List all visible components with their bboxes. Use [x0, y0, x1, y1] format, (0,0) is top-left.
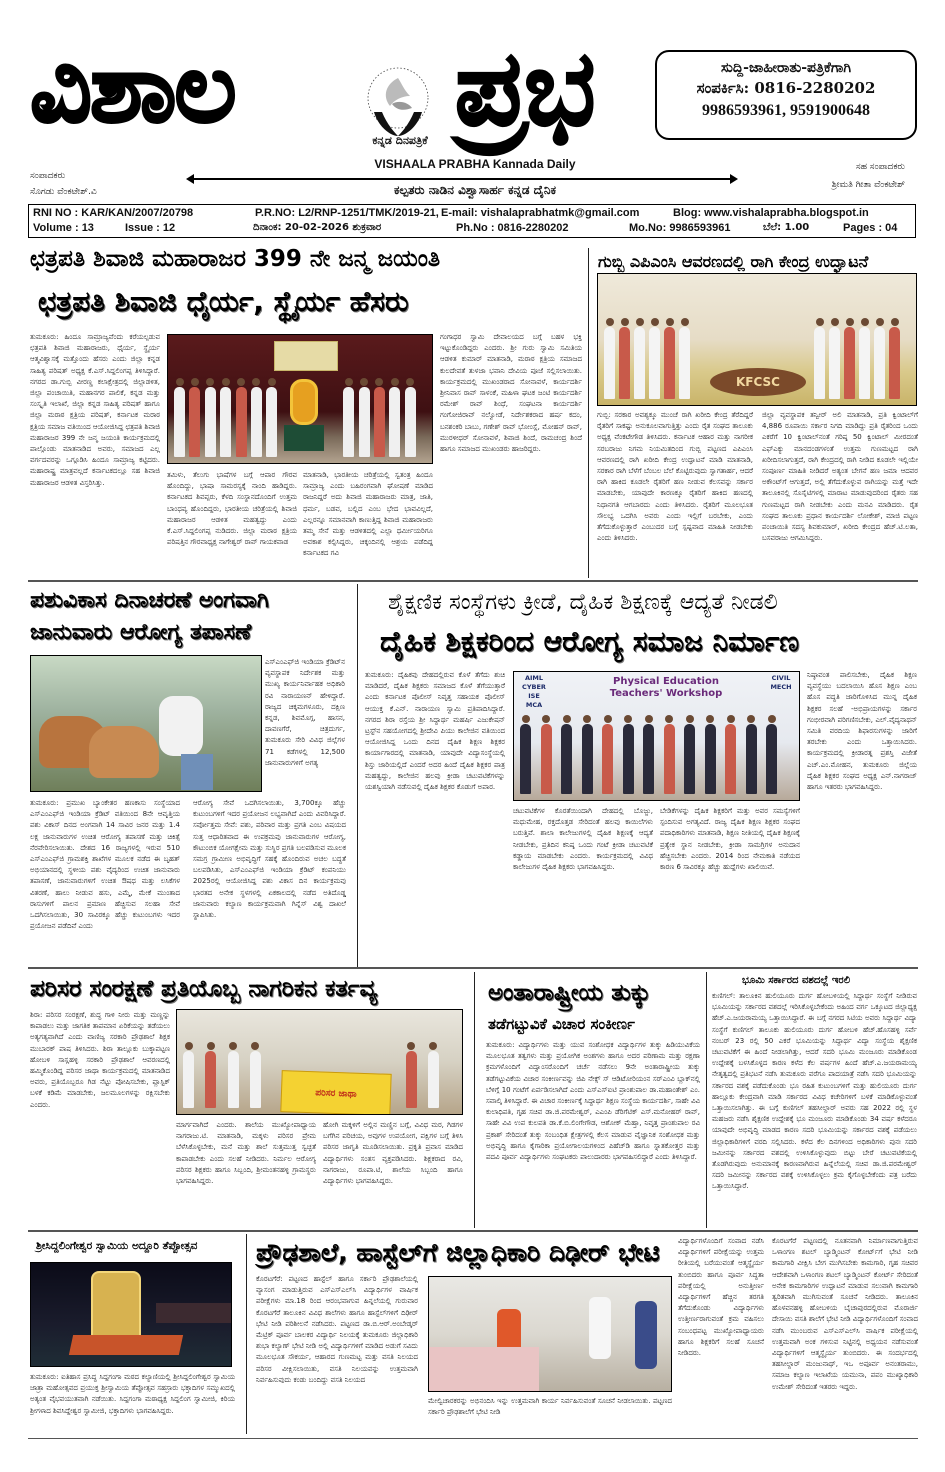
person-head — [185, 1042, 193, 1050]
person-figure — [874, 327, 885, 399]
crowd — [156, 1303, 231, 1323]
person-head — [681, 318, 689, 326]
podium — [284, 425, 324, 451]
editor-label: ಸಂಪಾದಕರು — [30, 171, 66, 181]
person-figure — [220, 387, 231, 457]
person-figure — [174, 387, 185, 457]
person-figure — [705, 724, 716, 794]
event-photo-shivaji — [167, 334, 433, 464]
person-figure — [228, 1051, 239, 1108]
person-head — [727, 715, 735, 723]
person-head — [747, 715, 755, 723]
person-legs — [181, 754, 213, 790]
person-figure — [725, 724, 736, 794]
column-divider — [357, 584, 358, 969]
contact-box — [655, 50, 917, 140]
person-figure — [374, 387, 385, 457]
article-body-col2: ಚಟುವಟಿಕೆಗಳ ಕೊರತೆಯಿಂದಾಗಿ ದೇಹದಲ್ಲಿ ಬೊಜ್ಜು, ಮಧುಮೇಹ, ರಕ್ತದೊತ್ತಡ ಸೇರಿದಂತೆ ಹಲವು ಕಾಯಿಲೆಗಳು ಬರುತ್ತಿವೆ. ಶಾಲಾ ಕಾಲೇಜುಗಳಲ್ಲಿ ದೈಹಿಕ ಶಿಕ್ಷಣಕ್ಕೆ ಆದ್ಯತೆ ನೀಡಬೇಕು, ಪ್ರತಿದಿನ ಕನಿಷ್ಠ ಒಂದು ಗಂಟೆ ಕ್ರೀಡಾ ಚಟುವಟಿಕೆ ಕಡ್ಡಾಯ ಮಾಡಬೇಕು ಎಂದರು. ಕಾರ್ಯಕ್ರಮದಲ್ಲಿ ವಿವಿಧ ಕಾಲೇಜುಗಳ ದೈಹಿಕ ಶಿಕ್ಷಕರು ಭಾಗವಹಿಸಿದ್ದರು. — [513, 807, 653, 872]
co-editor-block — [832, 158, 905, 194]
decorated-float — [91, 1271, 141, 1337]
banner-left-list: AIML CYBER ISE MCA — [522, 674, 546, 709]
article-headline: ಛತ್ರಪತಿ ಶಿವಾಜಿ ಧೈರ್ಯ, ಸ್ಥೈರ್ಯ ಹೆಸರು — [38, 285, 409, 318]
mobile-number: Mo.No: 9986593961 — [629, 222, 731, 234]
article-body-col1: ತುಮಕೂರು: ದೈಹಿಕವು ದೇಹದಲ್ಲಿರುವ ಕೊಳೆ ತೆಗೆದು ಶುಚಿ ಮಾಡಿದರೆ, ದೈಹಿಕ ಶಿಕ್ಷಕರು ಸಮಾಜದ ಕೊಳೆ ತೆಗೆಯುತ್ತಾರೆ ಎಂದು ಕರ್ನಾಟಕ ಪೊಲೀಸ್ ನಿವೃತ್ತ ಸಹಾಯಕ ಪೊಲೀಸ್ ಆಯುಕ್ತ ಕೆ.ಎನ್. ನಾರಾಯಣ ಸ್ವಾಮಿ ಪ್ರತಿಪಾದಿಸಿದ್ದಾರೆ. ನಗರದ ಶಿರಾ ರಸ್ತೆಯ ಶ್ರೀ ಸಿದ್ಧಾರ್ಥ ಮಹರ್ಷಿ ಎಜುಕೇಷನ್ ಟ್ರಸ್ಟ್‌ನ ಸಹಯೋಗದಲ್ಲಿ ಶ್ರೀದೇವಿ ಪಿಯು ಕಾಲೇಜಿನ ವತಿಯಿಂದ ಆಯೋಜಿಸಿದ್ದ ಒಂದು ದಿನದ ದೈಹಿಕ ಶಿಕ್ಷಣ ಶಿಕ್ಷಕರ ಕಾರ್ಯಾಗಾರದಲ್ಲಿ ಮಾತನಾಡಿ, ಯಾವುದೇ ವಿದ್ಯಾಸಂಸ್ಥೆಯಲ್ಲಿ ಶಿಸ್ತು ಜಾರಿಯಲ್ಲಿದೆ ಎಂದರೆ ಅದರ ಹಿಂದೆ ದೈಹಿಕ ಶಿಕ್ಷಕರ ಪಾತ್ರ ಮಹತ್ವದ್ದು, ಕಾಲೇಜಿನ ಹಲವು ಕ್ರೀಡಾ ಚಟುವಟಿಕೆಗಳನ್ನು ಯಶಸ್ವಿಯಾಗಿ ನಡೆಸುವಲ್ಲಿ ದೈಹಿಕ ಶಿಕ್ಷಕರ ಕೊಡುಗೆ ಅಪಾರ. — [365, 671, 505, 792]
event-photo-classroom — [428, 1276, 672, 1392]
person-figure — [679, 327, 690, 399]
dove-in-hands-icon — [358, 60, 438, 144]
person-head — [375, 378, 383, 386]
person-figure — [189, 387, 200, 457]
event-photo-parisara — [176, 1009, 463, 1115]
person-head — [229, 1042, 237, 1050]
person-figure — [389, 387, 400, 457]
editor-block — [30, 168, 97, 200]
article-body-col2: ತಮಿಳು, ತೆಲುಗು ಭಾಷೆಗಳ ಬಗ್ಗೆ ಆಪಾರ ಗೌರವ ಹೊಂದಿದ್ದು, ಭಾಷಾ ಸಾಮರಸ್ಯಕ್ಕೆ ನಾಂದಿ ಹಾಡಿದ್ದರು. ಕರ್ನಾಟಕದ ಶಿವಪ್ಪರು, ಕೆಳದಿ ಸಂಸ್ಥಾನದೊಂದಿಗೆ ಉತ್ತಮ ಬಾಂಧವ್ಯ ಹೊಂದಿದ್ದರು, ಭಾರತೀಯ ಚರಿತ್ರೆಯಲ್ಲಿ ಶಿವಾಜಿ ಮಹಾರಾಜರ ಆಡಳಿತ ಮಹತ್ವದ್ದು ಎಂದು ಕೆ.ಎಸ್.ಸಿದ್ದಲಿಂಗಪ್ಪ ನುಡಿದರು. ಜಿಲ್ಲಾ ಮರಾಠ ಕ್ಷತ್ರಿಯ ಪರಿಷತ್ತಿನ ಗೌರವಾಧ್ಯಕ್ಷ ನಾಗೇಶ್ವರ್ ರಾವ್ ಗಾಯಕವಾಡ — [167, 471, 297, 547]
co-editor-name: ಶ್ರೀಮತಿ ಗೀತಾ ವೆಂಕಟೇಶ್ — [831, 180, 905, 190]
person-head — [407, 1042, 415, 1050]
person — [635, 1301, 657, 1369]
person-figure — [520, 724, 531, 794]
person-head — [606, 318, 614, 326]
person-head — [621, 318, 629, 326]
person-head — [831, 318, 839, 326]
students — [429, 1347, 539, 1392]
person-head — [176, 378, 184, 386]
contact-phones: 9986593961, 9591900648 — [702, 102, 870, 119]
rni-number: RNI NO : KAR/KAN/2007/20798 — [33, 207, 194, 219]
issue-date: ದಿನಾಂಕ: 20-02-2026 ಶುಕ್ರವಾರ — [253, 222, 382, 233]
issue: Issue : 12 — [125, 222, 176, 234]
section-divider — [28, 967, 918, 969]
shivaji-portrait — [290, 379, 318, 425]
article-body-col2: ವಿದ್ಯಾರ್ಥಿಗಳೊಂದಿಗೆ ಸಂವಾದ ನಡೆಸಿ ವಿದ್ಯಾರ್ಥಿಗಳಿಗೆ ಪರೀಕ್ಷೆಯನ್ನು ಉತ್ತಮ ರೀತಿಯಲ್ಲಿ ಬರೆಯುವಂತೆ ಆತ್ಮಸ್ಥೈರ್ಯ ತುಂಬಿದರು ಹಾಗೂ ಪೂರ್ವ ಸಿದ್ಧತಾ ಪರೀಕ್ಷೆಯಲ್ಲಿ ಅನುತ್ತೀರ್ಣ ವಿದ್ಯಾರ್ಥಿಗಳಿಗೆ ಹೆಚ್ಚಿನ ತರಗತಿ ತೆಗೆದುಕೊಂಡು ವಿದ್ಯಾರ್ಥಿಗಳು ಉತ್ತೀರ್ಣರಾಗುವಂತೆ ಕ್ರಮ ವಹಿಸಲು ಸಂಬಂಧಪಟ್ಟ ಮುಖ್ಯೋಪಾಧ್ಯಾಯರು ಹಾಗೂ ಶಿಕ್ಷಕರಿಗೆ ಸಲಹೆ ಸೂಚನೆ ನೀಡಿದರು. — [678, 1237, 764, 1358]
article-headline-line2: ತಡೆಗಟ್ಟುವಿಕೆ ವಿಚಾರ ಸಂಕೀರ್ಣ — [488, 1015, 635, 1033]
article-headline: ಪರಿಸರ ಸಂರಕ್ಷಣೆ ಪ್ರತಿಯೊಬ್ಬ ನಾಗರಿಕನ ಕರ್ತವ್ಯ — [30, 976, 378, 1002]
article-body-col3: ಕೊರಟಗೆರೆ ಪಟ್ಟಣದಲ್ಲಿ ನೂತನವಾಗಿ ನಿರ್ಮಾಣವಾಗುತ್ತಿರುವ ಒಳಾಂಗಣ ಶಟಲ್ ಬ್ಯಾಡ್ಮಿಂಟನ್ ಕೋರ್ಟ್‌ಗೆ ಭೇಟಿ ನೀಡಿ ಕಾಮಗಾರಿ ವೀಕ್ಷಿಸಿ ಬೇಗ ಮುಗಿಸಬೇಕು ಕಾಮಗಾರಿ, ಗೃಹ ಸಚಿವರ ಆದೇಶವಾಗಿ ಒಳಾಂಗಣ ಶಟಲ್ ಬ್ಯಾಡ್ಮಿಂಟನ್ ಕೋರ್ಟ್ ಸೇರಿದಂತೆ ಅನೇಕ ಕಾಮಗಾರಿಗಳ ಉದ್ಘಾಟನೆ ಮಾಡುವ ಸಲುವಾಗಿ ಕಾಮಗಾರಿ ತ್ವರಿತವಾಗಿ ಮುಗಿಸುವಂತೆ ಸೂಚನೆ ನೀಡಿದರು. ತಾಲೂಕಿನ ಹೊಳವನಹಳ್ಳಿ ಹೋಬಳಿಯ ಬೈಚಾಪುರದಲ್ಲಿರುವ ಮೊರಾರ್ಜಿ ದೇಸಾಯಿ ವಸತಿ ಶಾಲೆಗೆ ಭೇಟಿ ನೀಡಿ ವಿದ್ಯಾರ್ಥಿಗಳೊಂದಿಗೆ ಸಂವಾದ ನಡೆಸಿ ಮುಂಬರುವ ಎಸ್‌ಎಸ್‌ಎಲ್‌ಸಿ ವಾರ್ಷಿಕ ಪರೀಕ್ಷೆಯಲ್ಲಿ ಉತ್ತಮವಾಗಿ ಅಂಕ ಗಳಿಸುವ ನಿಟ್ಟಿನಲ್ಲಿ ಅಧ್ಯಯನ ನಡೆಸುವಂತೆ ವಿದ್ಯಾರ್ಥಿಗಳಿಗೆ ಆತ್ಮಸ್ಥೈರ್ಯ ತುಂಬಿದರು. ಈ ಸಂದರ್ಭದಲ್ಲಿ ತಹಸೀಲ್ದಾರ್ ಮಂಜುನಾಥ್, ಇಒ ಅಪೂರ್ವ ಅನಂತರಾಮು, ಸಮಾಜ ಕಲ್ಯಾಣ ಇಲಾಖೆಯ ಯಮುನಾ, ಪಪಂ ಮುಖ್ಯಾಧಿಕಾರಿ ಉಮೇಶ್ ಸೇರಿದಂತೆ ಇತರರು ಇದ್ದರು. — [772, 1237, 918, 1391]
article-headline: ಶ್ರೀಸಿದ್ದಲಿಂಗೇಶ್ವರ ಸ್ವಾಮಿಯ ಅದ್ದೂರಿ ತೆಪ್ಪೋತ್ಸವ — [36, 1240, 198, 1252]
tagline: ಕಲ್ಪತರು ನಾಡಿನ ವಿಶ್ವಾಸಾರ್ಹ ಕನ್ನಡ ದೈನಿಕ — [394, 183, 556, 197]
person-head — [429, 1042, 437, 1050]
person-figure — [859, 327, 870, 399]
section-divider — [28, 1230, 918, 1232]
person-figure — [664, 327, 675, 399]
person-head — [191, 378, 199, 386]
article-body: ಕುಣಿಗಲ್: ತಾಲೂಕಿನ ಹುಲಿಯೂರು ದುರ್ಗ ಹೋಬಳಿಯಲ್ಲಿ ಸಿದ್ದಾರ್ಥ ಸಂಸ್ಥೆಗೆ ನೀಡಿರುವ ಭೂಮಿಯನ್ನು ಸರ್ಕಾರದ ವಶದಲ್ಲೆ ಇರಿಸಿಕೊಳ್ಳಬೇಕೆಂದು ಅಹಿಂದ ವರ್ಗ ಒಕ್ಕೂಟದ ಜಿಲ್ಲಾಧ್ಯಕ್ಷ ಹೆಚ್.ಎ.ಜಯರಾಮಯ್ಯ ಒತ್ತಾಯಿಸಿದ್ದಾರೆ. ಈ ಬಗ್ಗೆ ನಗರದ ಸಿಟಿಯ ಅವರು ಸಿದ್ದಾರ್ಥ ವಿದ್ಯಾ ಸಂಸ್ಥೆಗೆ ಕುಣಿಗಲ್ ತಾಲೂಕು ಹುಲಿಯೂರು ದುರ್ಗ ಹೋಬಳಿ ಹೆಚ್.ಹೊಸಹಳ್ಳಿ ಸರ್ವೆ ನಂಬರ್ 23 ರಲ್ಲಿ 50 ಎಕರೆ ಭೂಮಿಯನ್ನು ಸಿದ್ದಾರ್ಥ ವಿದ್ಯಾ ಸಂಸ್ಥೆಯ ಶೈಕ್ಷಣಿಕ ಚಟುವಟಿಕೆಗೆ ಈ ಹಿಂದೆ ನೀಡಲಾಗಿತ್ತು, ಆದರೆ ಸದರಿ ಭೂಮಿ ಮಂಜೂರು ಮಾಡಿಕೊಂಡ ಉದ್ದೇಶಕ್ಕೆ ಬಳಸಿಕೊಳ್ಳದ ಕಾರಣ ಕಳೆದ ಕೆಲ ವರ್ಷಗಳ ಹಿಂದೆ ಹೆಚ್.ಎ.ಜಯರಾಮಯ್ಯ ನೇತೃತ್ವದಲ್ಲಿ ಪ್ರತಿಭಟನೆ ನಡೆಸಿ ತುಮಕೂರು ವರೆಗೂ ಪಾದಯಾತ್ರೆ ನಡೆಸಿ ಸದರಿ ಭೂಮಿಯನ್ನು ಸರ್ಕಾರದ ವಶಕ್ಕೆ ಪಡೆದುಕೊಂಡು ಭೂ ರಹಿತ ಕುಟುಂಬಗಳಿಗೆ ಮತ್ತು ಹುಲಿಯೂರು ದುರ್ಗ ಹಾಲ್ಲೂಕು ಕೇಂದ್ರವಾಗಿ ಮಾಡಿ ಸರ್ಕಾರದ ವಿವಿಧ ಕಚೇರಿಗಳಿಗೆ ಬಳಕೆ ಮಾಡಿಕೊಳ್ಳುವಂತೆ ಒತ್ತಾಯಿಸಲಾಗಿತ್ತು. ಈ ಬಗ್ಗೆ ಕುಣಿಗಲ್ ತಹಸೀಲ್ದಾರ್ ಅವರು ಸಹ 2022 ರಲ್ಲಿ ಸ್ಥಳ ಮಹಜರು ನಡೆಸಿ ಶೈಕ್ಷಣಿಕ ಉದ್ದೇಶಕ್ಕೆ ಭೂ ಮಂಜೂರು ಮಾಡಿಕೊಂಡು 34 ವರ್ಷ ಕಳೆದರೂ ಯಾವುದೇ ಅಭಿವೃದ್ಧಿ ಮಾಡದ ಕಾರಣ ಸದರಿ ಭೂಮಿಯನ್ನು ಸರ್ಕಾರದ ವಶಕ್ಕೆ ಪಡೆಯಲು ಜಿಲ್ಲಾಧಿಕಾರಿಗಳಿಗೆ ವರದಿ ಸಲ್ಲಿಸಿದರು. ಕಳೆದ ಕೆಲ ದಿನಗಳಿಂದ ಅಧಿಕಾರಿಗಳು ಪುನಃ ಸದರಿ ಜಮೀನನ್ನು ಸರ್ಕಾರದ ವಶದಲ್ಲಿ ಉಳಿಸಿಕೊಳ್ಳುವುದು ಬಿಟ್ಟು ಬೇರೆ ಚಟುವಟಿಕೆಯಲ್ಲಿ ತೊಡಗಿರುವುದು ಅನುಮಾನಕ್ಕೆ ಕಾರಣವಾಗಿರುವ ಹಿನ್ನೆಲೆಯಲ್ಲಿ ಸಚಿವ ಡಾ.ಜಿ.ಪರಮೇಶ್ವರ್ ಸದರಿ ಜಮೀನನ್ನು ಸರ್ಕಾರದ ವಶಕ್ಕೆ ಉಳಿಸಿಕೊಳ್ಳಲು ಕ್ರಮ ಕೈಗೊಳ್ಳಬೇಕೆಂದು ಪತ್ರ ಬರೆದು ಒತ್ತಾಯಿಸಿದ್ದಾರೆ. — [712, 992, 917, 1191]
person-figure — [623, 724, 634, 794]
person-head — [345, 378, 353, 386]
person — [589, 1297, 611, 1359]
person-figure — [359, 387, 370, 457]
article-headline: ಭೂಮಿ ಸರ್ಕಾರದ ವಶದಲ್ಲೆ ಇರಲಿ — [742, 975, 851, 986]
page-bottom-rule — [28, 1438, 918, 1439]
person-figure — [684, 724, 695, 794]
person-head — [542, 715, 550, 723]
article-body-col2: ಆರೋಗ್ಯ ಸೇವೆ ಒದಗಿಸಲಾಯಿತು, 3,700ಕ್ಕೂ ಹೆಚ್ಚು ಕುಟುಂಬಗಳಿಗೆ ಇದರ ಪ್ರಯೋಜನ ಲಭ್ಯವಾಗಿದೆ ಎಂದು ವಿವರಿಸಿದ್ದಾರೆ. ಸರ್ವೋತ್ತಮ ಸೇವೆ: ಪಶು, ಪರಿವಾರ ಮತ್ತು ಪ್ರಗತಿ ಎಂಬ ವಿಷಯದ ಸುತ್ತ ಆಧಾರಿತವಾದ ಈ ಉಪಕ್ರಮವು ಜಾನುವಾರುಗಳ ಆರೋಗ್ಯ, ಕೌಟುಂಬಿಕ ಯೋಗಕ್ಷೇಮ ಮತ್ತು ಸುಸ್ಥಿರ ಪ್ರಗತಿ ಬಲಪಡಿಸುವ ಮೂಲಕ ಸಮಗ್ರ ಗ್ರಾಮೀಣ ಅಭಿವೃದ್ಧಿಗೆ ಸಹಕ್ಕೆ ಹೊಂದಿರುವ ಅಚಲ ಬದ್ಧತೆ ಬಲಪಡಿಸಿತು, ಎಸ್‌ಎಂಎಫ್‌ಜಿ ಇಂಡಿಯಾ ಕ್ರೆಡಿಟ್ ಕಂಪನಿಯು 2025ರಲ್ಲಿ ಆಯೋಜಿಸಿದ್ದ ಪಶು ವಿಕಾಸ ದಿನ ಕಾರ್ಯಕ್ರಮವು ಭಾರತದ ಅನೇಕ ಸ್ಥಳಗಳಲ್ಲಿ ಏಕಕಾಲದಲ್ಲಿ ನಡೆದ ಅತಿದೊಡ್ಡ ಜಾನುವಾರು ಕಲ್ಯಾಣ ಕಾರ್ಯಕ್ರಮವಾಗಿ ಗಿನ್ನೆಸ್ ವಿಶ್ವ ದಾಖಲೆ ಸ್ಥಾಪಿಸಿತು. — [193, 799, 346, 920]
price: ಬೆಲೆ: 1.00 — [763, 222, 810, 233]
article-body-side: ಎಸ್‌ಎಂಎಫ್‌ಜಿ ಇಂಡಿಯಾ ಕ್ರೆಡಿಟ್‌ನ ವ್ಯವಸ್ಥಾಪಕ ನಿರ್ದೇಶಕ ಮತ್ತು ಮುಖ್ಯ ಕಾರ್ಯನಿರ್ವಾಹಕ ಅಧಿಕಾರಿ ರವಿ ನಾರಾಯಣನ್ ಹೇಳಿದ್ದಾರೆ. ರಾಜ್ಯದ ಚಿಕ್ಕಮಗಳೂರು, ದಕ್ಷಿಣ ಕನ್ನಡ, ಶಿವಮೊಗ್ಗ, ಹಾಸನ, ದಾವಣಗೆರೆ, ಚಿತ್ರದುರ್ಗ, ತುಮಕೂರು ಸೇರಿ ವಿವಿಧ ಜಿಲ್ಲೆಗಳ 71 ಕಡೆಗಳಲ್ಲಿ 12,500 ಜಾನುವಾರುಗಳಿಗೆ ಅಗತ್ಯ — [265, 658, 345, 767]
person-head — [846, 318, 854, 326]
column-divider — [246, 1234, 247, 1434]
raft — [69, 1335, 183, 1355]
page-count: Pages : 04 — [843, 222, 898, 234]
person-figure — [266, 387, 277, 457]
article-headline: ದೈಹಿಕ ಶಿಕ್ಷಕರಿಂದ ಆರೋಗ್ಯ ಸಮಾಜ ನಿರ್ಮಾಣ — [380, 625, 800, 658]
person-head — [252, 378, 260, 386]
person-head — [768, 715, 776, 723]
publication-info-bar — [28, 204, 916, 238]
person-figure — [746, 724, 757, 794]
person-head — [645, 715, 653, 723]
phone-number: Ph.No : 0816-2280202 — [456, 222, 569, 234]
logo-subtitle: ಕನ್ನಡ ದಿನಪತ್ರಿಕೆ — [372, 134, 428, 147]
person-head — [222, 378, 230, 386]
article-body-col4: ನಿಷ್ಠಾವಂತ ಪಾಲಿಸಬೇಕು, ದೈಹಿಕ ಶಿಕ್ಷಣ ವ್ಯವಸ್ಥೆಯು ಬದಲಾಯಿಸಿ ಹೊಸ ಶಿಕ್ಷಣ ಎಂಬ ಹೊಸ ಪದ್ಧತಿ ಜಾರಿಗೊಳಿಸಿದ ಮುನ್ನ ದೈಹಿಕ ಶಿಕ್ಷಕರ ಸಲಹೆ -ಅಭಿಪ್ರಾಯಗಳನ್ನು ಸರ್ಕಾರ ಗಂಭೀರವಾಗಿ ಪರಿಗಣಿಸಬೇಕು, ಎಲ್.ವೈದ್ಯನಾಥನ್ ಸಮಿತಿ ವರದಿಯ ಶಿಫಾರಸುಗಳನ್ನು ಜಾರಿಗೆ ತರಬೇಕು ಎಂದು ಒತ್ತಾಯಿಸಿದರು. ಕಾರ್ಯಕ್ರಮದಲ್ಲಿ ಕ್ರೀಡಾರತ್ನ ಪ್ರಶಸ್ತಿ ವಿಜೇತೆ ಎಚ್.ಎಂ.ಮೋಹನ, ತುಮಕೂರು ಜಿಲ್ಲೆಯ ದೈಹಿಕ ಶಿಕ್ಷಕರ ಸಂಘದ ಅಧ್ಯಕ್ಷ ಎನ್.ನಾಗರಾಜ್ ಹಾಗೂ ಇತರರು ಭಾಗವಹಿಸಿದ್ದರು. — [807, 671, 917, 792]
person-figure — [643, 724, 654, 794]
person-figure — [814, 327, 825, 399]
pr-number: P.R.NO: L2/RNP-1251/TMK/2019-21, — [255, 207, 439, 219]
person-figure — [236, 387, 247, 457]
photo-caption-text: ಮೇಲ್ವಿಚಾರಕರನ್ನು ಅಭಿನಂದಿಸಿ ಇನ್ನು ಉತ್ತಮವಾಗಿ ಕಾರ್ಯ ನಿರ್ವಹಿಸುವಂತೆ ಸೂಚನೆ ನೀಡಲಾಯಿತು. ಪಟ್ಟಣದ ಸರ್ಕಾರಿ ಪ್ರೌಢಶಾಲೆಗೆ ಭೇಟಿ ನೀಡಿ — [428, 1397, 672, 1417]
double-arrow-divider — [192, 178, 732, 180]
article-body-col1: ತುಮಕೂರು: ಹಿಂದೂ ಸಾಮ್ರಾಜ್ಯವೆಂದು ಕರೆಯಲ್ಪಡುವ ಛತ್ರಪತಿ ಶಿವಾಜಿ ಮಹಾರಾಜರು, ಧೈರ್ಯ, ಸ್ಥೈರ್ಯ ಆತ್ಮವಿಶ್ವಾಸಕ್ಕೆ ಮತ್ತೊಂದು ಹೆಸರು ಎಂದು ಜಿಲ್ಲಾ ಕನ್ನಡ ಸಾಹಿತ್ಯ ಪರಿಷತ್ ಅಧ್ಯಕ್ಷ ಕೆ.ಎಸ್.ಸಿದ್ದಲಿಂಗಪ್ಪ ತಿಳಿಸಿದ್ದಾರೆ. ನಗರದ ಡಾ.ಗುಬ್ಬಿ ವೀರಣ್ಣ ಕಲಾಕ್ಷೇತ್ರದಲ್ಲಿ ಜಿಲ್ಲಾಡಳಿತ, ಜಿಲ್ಲಾ ಪಂಚಾಯಿತಿ, ಮಹಾನಗರ ಪಾಲಿಕೆ, ಕನ್ನಡ ಮತ್ತು ಸಂಸ್ಕೃತಿ ಇಲಾಖೆ, ಜಿಲ್ಲಾ ಕನ್ನಡ ಸಾಹಿತ್ಯ ಪರಿಷತ್ ಹಾಗೂ ಜಿಲ್ಲಾ ಮರಾಠ ಕ್ಷತ್ರಿಯ ಪರಿಷತ್, ಕರ್ನಾಟಕ ಮರಾಠ ಕ್ಷತ್ರಿಯ ಸಮಾಜ ವತಿಯಿಂದ ಆಯೋಜಿಸಿದ್ದ ಛತ್ರಪತಿ ಶಿವಾಜಿ ಮಹಾರಾಜರ 399 ನೇ ಜನ್ಮ ಜಯಂತಿ ಕಾರ್ಯಕ್ರಮದಲ್ಲಿ ಪಾಲ್ಗೊಂಡು ಮಾತನಾಡಿದ ಅವರು, ಸಮಾಜದ ಎಲ್ಲ ವರ್ಗದವರನ್ನು ಒಗ್ಗೂಡಿಸಿ ಹಿಂದೂ ಸಾಮ್ರಾಜ್ಯ ಕಟ್ಟಿದರು. ಮಹಾರಾಷ್ಟ್ರ ಮಾತ್ರವಲ್ಲದೆ ಕರ್ನಾಟಕದಲ್ಲೂ ಸಹ ಶಿವಾಜಿ ಮಹಾರಾಜರ ಆಡಳಿತ ವಿಸ್ತರಿಸಿತ್ತು. — [30, 333, 160, 487]
person-figure — [405, 387, 416, 457]
person-head — [563, 715, 571, 723]
co-editor-label: ಸಹ ಸಂಪಾದಕರು — [855, 162, 905, 172]
column-divider — [706, 972, 707, 1228]
person-head — [206, 378, 214, 386]
person-head — [360, 378, 368, 386]
person-figure — [582, 724, 593, 794]
person-head — [861, 318, 869, 326]
event-photo-workshop — [513, 671, 800, 801]
person-head — [876, 318, 884, 326]
event-photo-teppotsava — [30, 1262, 232, 1367]
person-figure — [889, 327, 900, 399]
person-figure — [251, 387, 262, 457]
person-figure — [428, 1051, 439, 1108]
article-body-col1: ಕೊರಟಗೆರೆ: ಪಟ್ಟಣದ ಹಾಸ್ಟೆಲ್ ಹಾಗೂ ಸರ್ಕಾರಿ ಪ್ರೌಢಶಾಲೆಯಲ್ಲಿ ವ್ಯಾಸಂಗ ಮಾಡುತ್ತಿರುವ ಎಸ್‌ಎಸ್‌ಎಲ್‌ಸಿ ವಿದ್ಯಾರ್ಥಿಗಳ ವಾರ್ಷಿಕ ಪರೀಕ್ಷೆಗಳು ಮಾ.18 ರಿಂದ ಆರಂಭವಾಗುವ ಹಿನ್ನಲೆಯಲ್ಲಿ ಗುರುವಾರ ಕೊರಟಗೆರೆ ತಾಲೂಕಿನ ವಿವಿಧ ಶಾಲೆಗಳು ಹಾಗೂ ಹಾಸ್ಟೆಲ್‌ಗಳಿಗೆ ದಿಢೀರ್ ಭೇಟಿ ನೀಡಿ ಪರಿಶೀಲನೆ ನಡೆಸಿದರು. ಪಟ್ಟಣದ ಡಾ.ಬಿ.ಆರ್.ಅಂಬೇಡ್ಕರ್ ಮೆಟ್ರಿಕ್ ಪೂರ್ವ ಬಾಲಕರ ವಿದ್ಯಾರ್ಥಿ ನಿಲಯಕ್ಕೆ ತುಮಕೂರು ಜಿಲ್ಲಾಧಿಕಾರಿ ಶುಭಾ ಕಲ್ಯಾಣ್ ಭೇಟಿ ನೀಡಿ ಅಲ್ಲಿ ವಿದ್ಯಾರ್ಥಿಗಳಿಗೆ ಮಾಡಿದ ಅಡುಗೆ ಸವಿದು ಮೂಲಭೂತ ಸೌಕರ್ಯ, ಆಹಾರದ ಗುಣಮಟ್ಟ ಮತ್ತು ವಸತಿ ನಿಲಯದ ಪರಿಸರ ವೀಕ್ಷಿಸಲಾಯಿತು, ವಸತಿ ನಿಲಯವನ್ನು ಉತ್ತಮವಾಗಿ ನಿರ್ವಹಿಸುವುದು ಕಂಡು ಬಂದಿದ್ದು ವಸತಿ ನಿಲಯದ — [256, 1275, 418, 1384]
column-divider — [588, 248, 589, 578]
person-figure — [205, 387, 216, 457]
person-head — [686, 715, 694, 723]
volume: Volume : 13 — [33, 222, 94, 234]
person-head — [391, 378, 399, 386]
person-figure — [844, 327, 855, 399]
article-headline-line1: ಪಶುವಿಕಾಸ ದಿನಾಚರಣೆ ಅಂಗವಾಗಿ — [30, 588, 269, 613]
event-photo-cattle — [30, 655, 262, 792]
ragi-heap-label: KFCSC — [710, 368, 806, 396]
person-head — [251, 1042, 259, 1050]
person-head — [665, 715, 673, 723]
column-divider — [474, 972, 475, 1228]
article-headline-line2: ಜಾನುವಾರು ಆರೋಗ್ಯ ತಪಾಸಣೆ — [30, 620, 252, 645]
person-head — [706, 715, 714, 723]
masthead — [0, 0, 945, 240]
person-head — [651, 318, 659, 326]
person-head — [624, 715, 632, 723]
article-headline-line1: ಅಂತಾರಾಷ್ಟ್ರೀಯ ತುಕ್ಕು — [488, 980, 651, 1006]
article-kicker: ಶೈಕ್ಷಣಿಕ ಸಂಸ್ಥೆಗಳು ಕ್ರೀಡೆ, ದೈಹಿಕ ಶಿಕ್ಷಣಕ್ಕೆ ಆದ್ಯತೆ ನೀಡಲಿ — [388, 590, 778, 615]
article-body-col3: ಮಾತನಾಡಿ, ಭಾರತೀಯ ಚರಿತ್ರೆಯಲ್ಲಿ ಸ್ವತಂತ್ರ ಹಿಂದೂ ಸಾಮ್ರಾಜ್ಯ ಎಂದು ಬಹಿರಂಗವಾಗಿ ಘೋಷಣೆ ಮಾಡಿದ ರಾಜನಿದ್ದರೆ ಅದು ಶಿವಾಜಿ ಮಹಾರಾಜರು ಮಾತ್ರ, ಜಾತಿ, ಧರ್ಮ, ಬಡವ, ಬಲ್ಲಿದ ಎಂಬ ಭೇದ ಭಾವವಿಲ್ಲದೆ, ಎಲ್ಲರನ್ನೂ ಸಮಾನವಾಗಿ ಕಾಣುತ್ತಿದ್ದ ಶಿವಾಜಿ ಮಹಾರಾಜರು ತಮ್ಮ ಸೇನೆ ಮತ್ತು ಆಡಳಿತದಲ್ಲಿ ಎಲ್ಲಾ ಧರ್ಮೀಯರಿಗೂ ಅವಕಾಶ ಕಲ್ಪಿಸಿದ್ದರು, ಚಿಕ್ಕಂದಿನಲ್ಲಿ ಆಶ್ರಯ ಪಡೆದಿದ್ದ ಕರ್ನಾಟಕದ ಗವಿ — [303, 471, 433, 558]
contact-line2: ಸಂಪರ್ಕಿಸಿ: 0816-2280202 — [696, 79, 876, 97]
article-headline: ಪ್ರೌಢಶಾಲೆ, ಹಾಸ್ಟೆಲ್‌ಗೆ ಜಿಲ್ಲಾಧಿಕಾರಿ ದಿಢೀರ್ ಭೇಟಿ — [256, 1238, 660, 1267]
person-figure — [766, 724, 777, 794]
article-body-col1: ತುಮಕೂರು: ಪ್ರಮುಖ ಬ್ಯಾಂಕೇತರ ಹಣಕಾಸು ಸಂಸ್ಥೆಯಾದ ಎಸ್‌ಎಂಎಫ್‌ಜಿ ಇಂಡಿಯಾ ಕ್ರೆಡಿಟ್ ವತಿಯಿಂದ 8ನೇ ಆವೃತ್ತಿಯ ಪಶು ವಿಕಾಸ್ ದಿನದ ಅಂಗವಾಗಿ 14 ಸಾವಿರ ಜನರ ಮತ್ತು 1.4 ಲಕ್ಷ ಜಾನುವಾರುಗಳ ಉಚಿತ ಆರೋಗ್ಯ ತಪಾಸಣೆ ಮತ್ತು ಚಿಕಿತ್ಸೆ ನೆರವೇರಿಸಲಾಯಿತು. ದೇಶದ 16 ರಾಜ್ಯಗಳಲ್ಲಿ ಇರುವ 510 ಎಸ್‌ಎಂಎಫ್‌ಜಿ ಗ್ರಾಮಶಕ್ತಿ ಶಾಖೆಗಳ ಮೂಲಕ ನಡೆದ ಈ ಬೃಹತ್ ಅಭಿಯಾನದಲ್ಲಿ ಸ್ಥಳೀಯ ಪಶು ವೈದ್ಯರಿಂದ ಉಚಿತ ಜಾನುವಾರು ತಪಾಸಣೆ, ಜಾನುವಾರುಗಳಿಗೆ ಉಚಿತ ಔಷಧ ಮತ್ತು ಲಸಿಕೆಗಳ ವಿತರಣೆ, ಹಾಲು ನೀಡುವ ಹಸು, ಎಮ್ಮೆ, ಮೇಕೆ ಮುಂತಾದ ರಾಸುಗಳಿಗೆ ಪಾಲನ ಪ್ರಮಾಣ ಹೆಚ್ಚಿಸುವ ಸಲಹಾ ಸೇವೆ ಒದಗಿಸಲಾಯಿತು, 30 ಸಾವಿರಕ್ಕೂ ಹೆಚ್ಚು ಕುಟುಂಬಗಳು ಇದರ ಪ್ರಯೋಜನ ಪಡೆದಿವೆ ಎಂದು — [30, 799, 180, 931]
section-divider — [28, 580, 918, 582]
person-figure — [664, 724, 675, 794]
article-kicker: ಛತ್ರಪತಿ ಶಿವಾಜಿ ಮಹಾರಾಜರ 399 ನೇ ಜನ್ಮ ಜಯಂತಿ — [30, 246, 441, 272]
person-head — [816, 318, 824, 326]
person-figure — [602, 724, 613, 794]
person-head — [583, 715, 591, 723]
newspaper-title-part2: ಪ್ರಭ — [455, 27, 594, 149]
article-body-col1: ಗುಬ್ಬಿ: ಸರಕಾರ ಅವಶ್ಯಕ್ಕೂ ಮುಂಚೆ ರಾಗಿ ಖರೀದಿ ಕೇಂದ್ರ ತೆರೆದಿದ್ದರೆ ರೈತರಿಗೆ ಸಾಕಷ್ಟು ಅನುಕೂಲವಾಗುತ್ತಿತ್ತು ಎಂದು ರೈತ ಸಂಘದ ತಾಲೂಕು ಅಧ್ಯಕ್ಷ ವೆಂಕಟೇಗೌಡ ತಿಳಿಸಿದರು. ಕರ್ನಾಟಕ ಆಹಾರ ಮತ್ತು ನಾಗರೀಕ ಸರಬರಾಜು ನಿಗಮ ನಿಯಮಿತದಿಂದ ಗುಬ್ಬಿ ಪಟ್ಟಣದ ಎಪಿಎಂಸಿ ಆವರಣದಲ್ಲಿ ರಾಗಿ ಖರೀದಿ ಕೇಂದ್ರ ಉದ್ಘಾಟನೆ ಮಾಡಿ ಮಾತನಾಡಿ, ಸರಕಾರ ರಾಗಿ ಬೆಳೆಗೆ ಬೆಂಬಲ ಬೆಲೆ ಕೊಟ್ಟಿರುವುದು ಸ್ವಾಗತಾರ್ಹ, ಆದರೆ ರಾಗಿ ಹಾಕಿದ ಕೂಡಲೇ ರೈತರಿಗೆ ಹಣ ನೀಡುವ ಕೆಲಸವನ್ನು ಸರ್ಕಾರ ಮಾಡಬೇಕು, ಯಾವುದೇ ಕಾರಣಕ್ಕೂ ರೈತರಿಗೆ ಹಾಕಿದ ಹಣದಲ್ಲಿ ನಿಧಾನಗತಿ ಆಗಬಾರದು ಎಂದು ತಿಳಿಸಿದರು. ರೈತರಿಗೆ ಮೂಲಭೂತ ಸೌಲಭ್ಯ ಒದಗಿಸಿ ಅವರು ಎಂದು ಇಲ್ಲಿಗೆ ಬರಬೇಕು, ಎಂದು ತೆಗೆದುಕೊಳ್ಳುತ್ತಾರೆ ಎಂಬುದರ ಬಗ್ಗೆ ಸ್ಪಷ್ಟವಾದ ಮಾಹಿತಿ ನೀಡಬೇಕು ಎಂದು ತಿಳಿಸಿದರು. — [597, 411, 753, 543]
article-body-col2: ಜಿಲ್ಲಾ ವ್ಯವಸ್ಥಾಪಕ ತನ್ವೀರ್ ಅಲಿ ಮಾತನಾಡಿ, ಪ್ರತಿ ಕ್ವಿಂಟಾಲ್‌ಗೆ 4,886 ರೂಪಾಯಿ ಸರ್ಕಾರ ನಿಗದಿ ಮಾಡಿದ್ದು ಪ್ರತಿ ರೈತರಿಂದ ಒಂದು ಎಕರೆಗೆ 10 ಕ್ವಿಂಟಾಲ್‌ನಂತೆ ಗರಿಷ್ಠ 50 ಕ್ವಿಂಟಾಲ್ ಮೀರದಂತೆ ಎಫ್‌ಎಕ್ಯು ಮಾನದಂಡಗಳಂತೆ ಉತ್ತಮ ಗುಣಮಟ್ಟದ ರಾಗಿ ಖರೀದಿಸಲಾಗುತ್ತದೆ, ರಾಗಿ ಕೇಂದ್ರದಲ್ಲಿ ರಾಗಿ ನೀಡಿದ ಕೂಡಲೇ ಇಲ್ಲಿಯೇ ಸಂಪೂರ್ಣ ಮಾಹಿತಿ ನೀಡಿದರೆ ಅತ್ಯಂತ ಬೇಗನೆ ಹಣ ಜಮಾ ಆದವರ ಅಕೌಂಟ್‌ಗೆ ಆಗುತ್ತದೆ, ಅಲ್ಲಿ ತೆಗೆದುಕೊಳ್ಳುವ ರಾಗಿಯನ್ನು ಮತ್ತೆ ಇದೇ ತಾಲೂಕಿನಲ್ಲಿ ಸೊಸೈಟಿಗಳಲ್ಲಿ ಮಾರಾಟ ಮಾಡುವುದರಿಂದ ರೈತರು ಸಹ ಗುಣಮಟ್ಟದ ರಾಗಿ ನೀಡಬೇಕು ಎಂದು ಮನವಿ ಮಾಡಿದರು. ರೈತ ಸಂಘದ ತಾಲೂಕು ಪ್ರಧಾನ ಕಾರ್ಯದರ್ಶಿ ಲೋಕೇಶ್, ಮಾಜಿ ಪಟ್ಟಣ ಪಂಚಾಯಿತಿ ಸದಸ್ಯ ಶಿವಕುಮಾರ್, ಖರೀದಿ ಕೇಂದ್ರದ ಹೆಚ್.ಟಿ.ಲತಾ, ಬಸವರಾಜು ಆಗಮಿಸಿದ್ದರು. — [762, 411, 918, 543]
contact-line1: ಸುದ್ದಿ-ಜಾಹೀರಾತು-ಪತ್ರಿಕೆಗಾಗಿ — [720, 60, 852, 76]
person-figure — [634, 327, 645, 399]
person-figure — [343, 387, 354, 457]
person-head — [237, 378, 245, 386]
rally-banner: ಪರಿಸರ ಜಾಥಾ — [280, 1070, 391, 1115]
person-figure — [250, 1051, 261, 1108]
person-head — [604, 715, 612, 723]
article-body-col4: ಗಂಗಾಧರ ಸ್ವಾಮಿ ದೇವಾಲಯದ ಬಗ್ಗೆ ಬಹಳ ಭಕ್ತಿ ಇಟ್ಟುಕೊಂಡಿದ್ದರು ಎಂದರು. ಶ್ರೀ ಗುರು ಸ್ವಾಮಿ ಸಮಿತಿಯ ಆಡಳಿತ ಕುಮಾರ್ ಮಾತನಾಡಿ, ಮರಾಠ ಕ್ಷತ್ರಿಯ ಸಮಾಜದ ಕುಲದೇವತೆ ತುಳಜಾ ಭವಾನಿ ದೇವಿಯ ಪೂಜೆ ಸಲ್ಲಿಸಲಾಯಿತು. ಕಾರ್ಯಕ್ರಮದಲ್ಲಿ ಮುಖಂಡರಾದ ಸೋನಾವಳೆ, ಕಾರ್ಯದರ್ಶಿ ಶ್ರೀನಿವಾಸ ರಾವ್ ಸಾಳಂಕೆ, ಮಹಿಳಾ ಘಟಕ ಜಂಟಿ ಕಾರ್ಯದರ್ಶಿ ರಮೇಶ್ ರಾವ್ ಶಿಂಧೆ, ಸಂಘಟನಾ ಕಾರ್ಯದರ್ಶಿ ಗಂಗೋಜಿರಾವ್ ನಲ್ವೋಡೆ, ನಿರ್ದೇಶಕರಾದ ಹರ್ಷ ಕದಂ, ಬನಶಂಕರಿ ಬಾಬು, ಗಣೇಶ್ ರಾವ್ ಭೋಂಸ್ಲೆ, ಮೋಹನ್ ರಾವ್, ಮುರಳೀಧರ್ ಸೋನಾವಳೆ, ಶಿವಾಜಿ ಶಿಂದೆ, ರಾಮಚಂದ್ರ ಶಿಂದೆ ಹಾಗೂ ಸಮಾಜದ ಮುಖಂಡರು ಹಾಜರಿದ್ದರು. — [440, 333, 582, 454]
person-figure — [619, 327, 630, 399]
english-name: VISHAALA PRABHA Kannada Daily — [374, 157, 576, 171]
editor-name: ಸೊಗಡು ವೆಂಕಟೇಶ್.ವಿ — [30, 187, 97, 197]
person-head — [666, 318, 674, 326]
person — [159, 696, 203, 756]
event-photo-gubbi — [597, 273, 917, 406]
person-head — [522, 715, 530, 723]
person-figure — [541, 724, 552, 794]
banner-right-list: CIVIL MECH — [770, 674, 792, 691]
article-body-col2: ಮಾರ್ಗವಾಗಿದೆ ಎಂದರು. ಶಾಲೆಯ ಮುಖ್ಯೋಪಾಧ್ಯಾಯ ನಾಗರಾಜು.ಟಿ. ಮಾತನಾಡಿ, ಮಕ್ಕಳು ಪರಿಸರ ಪ್ರೇಮ ಬೆಳೆಸಿಕೊಳ್ಳಬೇಕು, ಮನೆ ಮತ್ತು ಶಾಲೆ ಸುತ್ತಮುತ್ತ ಸ್ವಚ್ಛತೆ ಕಾಪಾಡಬೇಕು ಎಂದು ಸಲಹೆ ನೀಡಿದರು. ನಿರ್ಮಲ ಆರೋಗ್ಯ ಪರಿಸರ ಶಿಕ್ಷಕರು ಹಾಗೂ ಸಿಬ್ಬಂದಿ, ಶ್ರೀಮಂತನಹಳ್ಳಿ ಗ್ರಾಮಸ್ಥರು ಭಾಗವಹಿಸಿದ್ದರು. — [176, 1121, 316, 1186]
cow — [89, 726, 159, 778]
workshop-banner: Physical Education Teachers' Workshop — [609, 676, 723, 699]
article-body-col1: ಶಿರಾ: ಪರಿಸರ ಸಂರಕ್ಷಣೆ, ಶುದ್ಧ ಗಾಳಿ ನೀರು ಮತ್ತು ಮಣ್ಣನ್ನು ಕಾಪಾಡಲು ಮತ್ತು ಜಾಗತಿಕ ತಾಪಮಾನ ಏರಿಕೆಯನ್ನು ತಡೆಯಲು ಅತ್ಯಗತ್ಯವಾಗಿದೆ ಎಂದು ವಾಣಿಜ್ಯ ಸರಕಾರಿ ಪ್ರೌಢಶಾಲೆ ಶಿಕ್ಷಕ ಮುಬಾರಕ್ ಪಾಷ ತಿಳಿಸಿದರು. ಶಿರಾ ತಾಲ್ಲೂಕು ಬುಕ್ಕಾಪಟ್ಟಣ ಹೋಬಳಿ ಸಾಸ್ಲಹಳ್ಳಿ ಸರಕಾರಿ ಪ್ರೌಢಶಾಲೆ ಆವರಣದಲ್ಲಿ ಹಮ್ಮಿಕೊಂಡಿದ್ದ ಪರಿಸರ ಜಾಥಾ ಕಾರ್ಯಕ್ರಮದಲ್ಲಿ ಮಾತನಾಡಿದ ಅವರು, ಪ್ರತಿಯೊಬ್ಬರೂ ಗಿಡ ನೆಟ್ಟು ಪೋಷಿಸಬೇಕು, ಪ್ಲಾಸ್ಟಿಕ್ ಬಳಕೆ ಕಡಿಮೆ ಮಾಡಬೇಕು, ಜಲಮೂಲಗಳನ್ನು ರಕ್ಷಿಸಬೇಕು ಎಂದರು. — [30, 1011, 170, 1109]
person-figure — [183, 1051, 194, 1108]
person-figure — [829, 327, 840, 399]
article-body: ತುಮಕೂರು: ವಿದ್ಯಾರ್ಥಿಗಳು ಮತ್ತು ಯುವ ಸಂಶೋಧಕ ವಿದ್ಯಾರ್ಥಿಗಳ ತುಕ್ಕು ಹಿಡಿಯುವಿಕೆಯ ಮೂಲಭೂತ ತತ್ವಗಳು ಮತ್ತು ಪ್ರಯೋಗಿಕ ಅಂಶಗಳು ಹಾಗೂ ಅದರ ಪರಿಣಾಮ ಮತ್ತು ರಕ್ಷಣಾ ಕ್ರಮಗಳೊಂದಿಗೆ ವಿದ್ವಾಂಸರೊಂದಿಗೆ ಚರ್ಚೆ ನಡೆಸಲು 9ನೇ ಅಂತಾರಾಷ್ಟ್ರೀಯ ತುಕ್ಕು ತಡೆಗಟ್ಟುವಿಕೆಯ ವಿಚಾರ ಸಂಕೀರ್ಣವನ್ನು ಜಿಪಿ ನೇಕ್ಸ್ ಸ್ ಆಡಿಟೋರಿಯಂನ ಸರ್‌ಎಂವಿ ಬ್ಲಾಕ್‌ನಲ್ಲಿ ಬೆಳಿಗ್ಗೆ 10 ಗಂಟೆಗೆ ಏರ್ಪಡಿಸಲಾಗಿದೆ ಎಂದು ಎಸ್‌ಎಸ್‌ಐಟಿ ಪ್ರಾಂಶುಪಾಲ ಡಾ.ಮಹಾಂತೇಶ್ ಎಂ. ಸವಾಲ್ಕಿ ತಿಳಿಸಿದ್ದಾರೆ. ಈ ವಿಚಾರ ಸಂಕೀರ್ಣಕ್ಕೆ ಸಿದ್ಧಾರ್ಥ ಶಿಕ್ಷಣ ಸಂಸ್ಥೆಯ ಕಾರ್ಯದರ್ಶಿ, ಸಾಹೇ ವಿವಿ ಕುಲಾಧಿಪತಿ, ಗೃಹ ಸಚಿವ ಡಾ.ಜಿ.ಪರಮೇಶ್ವರ್, ಎಎಂಪಿ ಡೆರಿಗೆಟಿಕ್ ಎಸ್.ಮನೋಹರ್ ರಾವ್, ಸಾಹೇ ವಿವಿ ಉಪ ಕುಲಪತಿ ಡಾ.ಕೆ.ಬಿ.ಲಿಂಗೇಗೌಡ, ಆಶೋಕ್ ಮೆಹ್ತಾ, ನಿವೃತ್ತ ಪ್ರಾಂಶುಪಾಲ ರವಿ ಪ್ರಕಾಶ್ ಸೇರಿದಂತೆ ತುಕ್ಕು ಸಂಬಂಧಿತ ಕ್ಷೇತ್ರಗಳಲ್ಲಿ ಕೆಲಸ ಮಾಡುವ ವೈಜ್ಞಾನಿಕ ಸಂಶೋಧಕ ಮತ್ತು ಅಭಿವೃದ್ಧಿ ಹಾಗೂ ಕೈಗಾರಿಕಾ ಪ್ರಯೋಗಾಲಯಗಳಿಂದ ಪಿಹೆಚ್‌ಡಿ ಹಾಗೂ ಸ್ನಾತಕೋತ್ತರ ಮತ್ತು ಪದವಿ ಪೂರ್ವ ವಿದ್ಯಾರ್ಥಿಗಳು ಸಂಘಟಕರು ಪಾಲುದಾರರು ಭಾಗವಹಿಸಲಿದ್ದಾರೆ ಎಂದು ತಿಳಿಸಿದ್ದಾರೆ. — [486, 1041, 700, 1162]
article-body-col3: ಹೋಗಿ ಮಕ್ಕಳಿಗೆ ಅಲ್ಲಿನ ಮಣ್ಣಿನ ಬಗ್ಗೆ, ವಿವಿಧ ಮರ, ಗಿಡಗಳ ಬಗೆಗಿನ ಪರಿಚಯ, ಅವುಗಳ ಉಪಯೋಗ, ಪಕ್ಷಿಗಳ ಬಗ್ಗೆ ತಿಳಿಸಿ ಪರಿಸರ ಜಾಗೃತಿ ಮೂಡಿಸಲಾಯಿತು. ಪ್ರಕೃತಿ ಪ್ರವಾಸ ಮಾಡಿದ ವಿದ್ಯಾರ್ಥಿಗಳು ಸಂತಸ ವ್ಯಕ್ತಪಡಿಸಿದರು. ಶಿಕ್ಷಕರಾದ ರವಿ, ನಾಗರಾಜು, ರೂಪಾ.ಟಿ, ಶಾಲೆಯ ಸಿಬ್ಬಂದಿ ಹಾಗೂ ವಿದ್ಯಾರ್ಥಿಗಳು ಭಾಗವಹಿಸಿದ್ದರು. — [323, 1121, 463, 1186]
person-head — [636, 318, 644, 326]
article-headline: ಗುಬ್ಬಿ ಎಪಿಎಂಸಿ ಆವರಣದಲ್ಲಿ ರಾಗಿ ಕೇಂದ್ರ ಉದ್ಘಾಟನೆ — [598, 252, 869, 271]
newspaper-title-part1: ವಿಶಾಲ — [30, 32, 235, 144]
person-head — [207, 1042, 215, 1050]
person-head — [891, 318, 899, 326]
person-head — [406, 378, 414, 386]
person-figure — [205, 1051, 216, 1108]
person-figure — [649, 327, 660, 399]
person-figure — [604, 327, 615, 399]
person-figure — [406, 1051, 417, 1108]
email-link[interactable]: E-mail: vishalaprabhatmk@gmail.com — [441, 207, 640, 219]
person-head — [268, 378, 276, 386]
blog-link[interactable]: Blog: www.vishalaprabha.blogspot.in — [673, 207, 869, 219]
person-figure — [561, 724, 572, 794]
stage-banner — [274, 341, 338, 371]
article-body-col3: ಬೇಡಿಕೆಗಳನ್ನು ದೈಹಿಕ ಶಿಕ್ಷಕರಿಗೆ ಮತ್ತು ಅವರ ಸಮಸ್ಯೆಗಳಿಗೆ ಸ್ಪಂದಿಸುವ ಅಗತ್ಯವಿದೆ. ರಾಜ್ಯ ದೈಹಿಕ ಶಿಕ್ಷಣ ಶಿಕ್ಷಕರ ಸಂಘದ ಪದಾಧಿಕಾರಿಗಳು ಮಾತನಾಡಿ, ಶಿಕ್ಷಣ ನೀತಿಯಲ್ಲಿ ದೈಹಿಕ ಶಿಕ್ಷಣಕ್ಕೆ ಪ್ರತ್ಯೇಕ ಸ್ಥಾನ ನೀಡಬೇಕು, ಕ್ರೀಡಾ ಸಾಮಗ್ರಿಗಳ ಅನುದಾನ ಹೆಚ್ಚಿಸಬೇಕು ಎಂದರು. 2014 ರಿಂದ ನೇಮಕಾತಿ ನಡೆಯದ ಕಾರಣ 6 ಸಾವಿರಕ್ಕೂ ಹೆಚ್ಚು ಹುದ್ದೆಗಳು ಖಾಲಿಯಿವೆ. — [660, 807, 800, 872]
article-body: ತುಮಕೂರು: ಐತಿಹಾಸ ಪ್ರಸಿದ್ಧ ಸಿದ್ದಗಂಗಾ ಮಠದ ಕಲ್ಯಾಣಿಯಲ್ಲಿ ಶ್ರೀಸಿದ್ದಲಿಂಗೇಶ್ವರ ಸ್ವಾಮಿಯ ಜಾತ್ರಾ ಮಹೋತ್ಸವದ ಪ್ರಯುಕ್ತ ಶ್ರೀಸ್ವಾಮಿಯ ತೆಪ್ಪೋತ್ಸವ ಸಹಸ್ರಾರು ಭಕ್ತಾದಿಗಳ ಸಮ್ಮುಖದಲ್ಲಿ ಅತ್ಯಂತ ವೈಭವಯುತವಾಗಿ ನಡೆಯಿತು. ಸಿದ್ದಗಂಗಾ ಮಠಾಧ್ಯಕ್ಷ ಸಿದ್ದಲಿಂಗ ಸ್ವಾಮೀಜಿ, ಕಿರಿಯ ಶ್ರೀಗಳಾದ ಶಿವಸಿದ್ದೇಶ್ವರ ಸ್ವಾಮೀಜಿ, ಭಕ್ತಾದಿಗಳು ಭಾಗವಹಿಸಿದ್ದರು. — [30, 1373, 235, 1415]
